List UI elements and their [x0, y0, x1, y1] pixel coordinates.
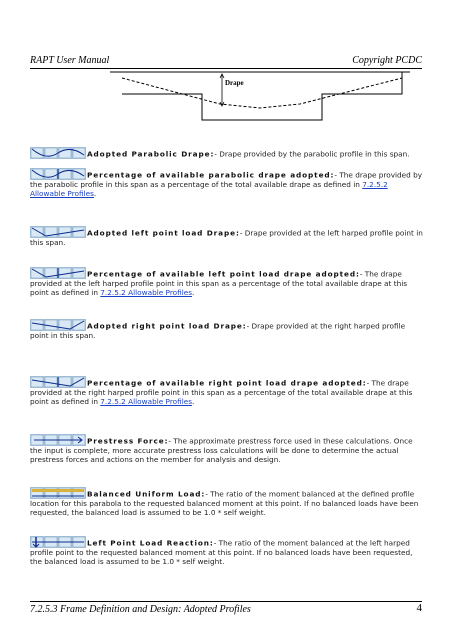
definition-entry: [30, 147, 425, 159]
definition-text: - Drape provided at the right harped profile point in this span.: [30, 321, 406, 340]
definition-text: - The drape provided at the right harped profile point in this span as a percentage of the total available drape at this point as defined in: [30, 378, 413, 407]
definition-term: Adopted right point load Drape: [87, 321, 243, 331]
definition-text: - The approximate prestress force used in these calculations. Once the input is complete, more accurate prestress loss calculations will be done to determine the actual prestress forces and actions on the member for analysis and design.: [30, 436, 413, 465]
definition-text: - Drape provided at the left harped profile point in this span.: [30, 228, 423, 247]
definition-term: Percentage of available right point load drape adopted: [87, 378, 363, 388]
definition-entry: [30, 226, 425, 247]
tendon-profile: [122, 78, 402, 108]
definition-term: Percentage of available parabolic drape adopted: [87, 170, 331, 180]
header-copyright: Copyright PCDC: [352, 55, 422, 66]
definition-entry: [30, 536, 425, 567]
definition-entry: [30, 267, 425, 298]
percentage-left-point-drape-icon: [30, 267, 86, 279]
allowable-profiles-link[interactable]: 7.2.5.2 Allowable Profiles: [100, 397, 193, 407]
definition-end: .: [93, 189, 97, 199]
term-separator: :: [209, 538, 214, 548]
definition-text: - The ratio of the moment balanced at the defined profile location for this parabola to the requested balanced moment at this point. If no balanced loads have been requested, the balanced load is assumed to be 1.0 * self weight.: [30, 489, 419, 518]
definition-text: - The drape provided at the left harped profile point in this span as a percentage of the total available drape at this point as defined in: [30, 269, 408, 298]
prestress-force-icon: [30, 434, 86, 446]
adopted-parabolic-drape-icon: [30, 147, 86, 159]
definition-term: Percentage of available left point load drape adopted: [87, 269, 356, 279]
term-separator: :: [330, 170, 335, 180]
header-title: RAPT User Manual: [30, 55, 110, 66]
footer-rule: [30, 601, 422, 602]
term-separator: :: [235, 228, 240, 238]
definition-entry: [30, 376, 425, 407]
term-separator: :: [164, 436, 169, 446]
page-number: 4: [416, 602, 422, 614]
definition-term: Prestress Force: [87, 436, 165, 446]
definition-entry: [30, 487, 425, 518]
term-separator: :: [210, 149, 215, 159]
definition-term: Left Point Load Reaction: [87, 538, 210, 548]
footer-section-title: 7.2.5.3 Frame Definition and Design: Adopted Profiles: [30, 604, 251, 615]
definition-entry: [30, 434, 425, 465]
percentage-parabolic-drape-icon: [30, 168, 86, 180]
definition-text: - The ratio of the moment balanced at the left harped profile point to the requested balanced moment at this point. If no balanced loads have been requested, the balanced load is assumed to be 1.0 * self weight.: [30, 538, 413, 567]
definition-entry: [30, 168, 425, 199]
definition-end: .: [192, 397, 195, 407]
definition-end: .: [192, 288, 195, 298]
drape-diagram: [110, 64, 410, 124]
definition-text: - The drape provided by the parabolic profile in this span as a percentage of the total available drape as defined in: [30, 170, 423, 189]
adopted-left-point-drape-icon: [30, 226, 86, 238]
definition-text: - Drape provided by the parabolic profile in this span.: [214, 149, 410, 159]
allowable-profiles-link[interactable]: 7.2.5.2 Allowable Profiles: [100, 288, 193, 298]
left-point-load-reaction-icon: [30, 536, 86, 548]
percentage-right-point-drape-icon: [30, 376, 86, 388]
term-separator: :: [242, 321, 247, 331]
drape-label: Drape: [225, 79, 244, 87]
allowable-profiles-link[interactable]: 7.2.5.2 Allowable Profiles: [30, 180, 388, 199]
definition-entry: [30, 319, 425, 340]
term-separator: :: [201, 489, 206, 499]
balanced-uniform-load-icon: [30, 487, 86, 499]
definition-term: Adopted left point load Drape: [87, 228, 236, 238]
term-separator: :: [355, 269, 360, 279]
definition-term: Balanced Uniform Load: [87, 489, 202, 499]
definition-term: Adopted Parabolic Drape: [87, 149, 211, 159]
adopted-right-point-drape-icon: [30, 319, 86, 331]
beam-soffit: [122, 72, 402, 120]
term-separator: :: [362, 378, 367, 388]
